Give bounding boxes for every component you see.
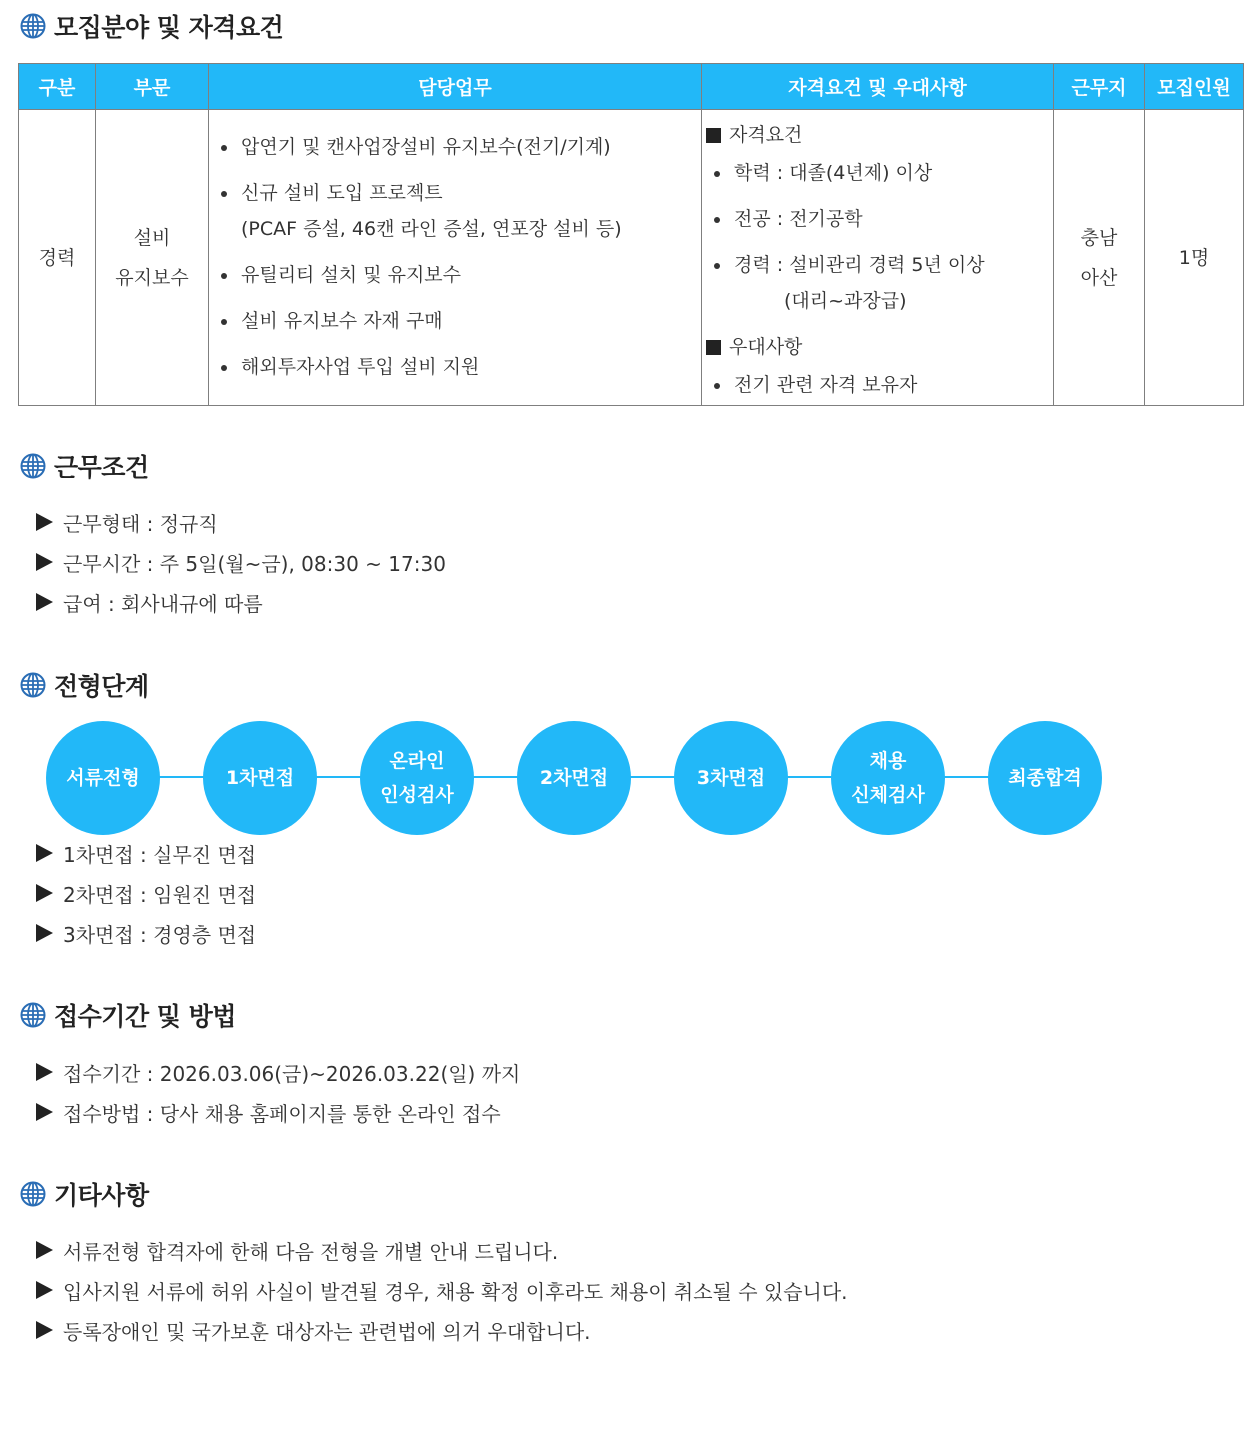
table-row <box>19 110 1244 406</box>
triangle-right-icon <box>36 1321 53 1339</box>
header-dept: 부문 <box>96 64 209 110</box>
globe-icon <box>20 13 46 39</box>
triangle-right-icon <box>36 593 53 611</box>
cell-headcount: 1명 <box>1145 110 1244 406</box>
black-square-icon <box>706 340 721 355</box>
header-location: 근무지 <box>1054 64 1145 110</box>
step-circle: 2차면접 <box>517 721 631 835</box>
list-item: 해외투자사업 투입 설비 지원 <box>219 348 701 386</box>
step-circle: 채용 신체검사 <box>831 721 945 835</box>
list-item: 근무형태 : 정규직 <box>36 502 446 542</box>
step-circle: 3차면접 <box>674 721 788 835</box>
cell-type: 경력 <box>19 110 96 406</box>
list-item: 학력 : 대졸(4년제) 이상 <box>712 154 1053 192</box>
triangle-right-icon <box>36 1103 53 1121</box>
cell-location: 충남 아산 <box>1054 110 1145 406</box>
header-headcount: 모집인원 <box>1145 64 1244 110</box>
conditions-list <box>36 502 446 622</box>
section-title-etc <box>20 1177 149 1211</box>
section-heading: 기타사항 <box>54 1181 149 1210</box>
list-item: 1차면접 : 실무진 면접 <box>36 833 256 873</box>
list-item: 근무시간 : 주 5일(월~금), 08:30 ~ 17:30 <box>36 542 446 582</box>
globe-icon <box>20 672 46 698</box>
list-item: 전공 : 전기공학 <box>712 200 1053 238</box>
list-item: 서류전형 합격자에 한해 다음 전형을 개별 안내 드립니다. <box>36 1230 848 1270</box>
cell-duties <box>209 110 702 406</box>
section-heading: 근무조건 <box>54 453 149 482</box>
triangle-right-icon <box>36 1241 53 1259</box>
header-duties: 담당업무 <box>209 64 702 110</box>
section-title-apply <box>20 998 236 1032</box>
section-heading: 모집분야 및 자격요건 <box>54 13 284 42</box>
step-circle: 최종합격 <box>988 721 1102 835</box>
process-steps <box>46 721 1106 835</box>
globe-icon <box>20 1181 46 1207</box>
step-circle: 온라인 인성검사 <box>360 721 474 835</box>
globe-icon <box>20 1002 46 1028</box>
dept-line: 설비 <box>133 226 171 249</box>
triangle-right-icon <box>36 1281 53 1299</box>
triangle-right-icon <box>36 553 53 571</box>
pref-heading: 우대사항 <box>706 328 1053 366</box>
dept-line: 유지보수 <box>115 266 189 289</box>
triangle-right-icon <box>36 924 53 942</box>
list-item: 유틸리티 설치 및 유지보수 <box>219 256 701 294</box>
step-circle: 서류전형 <box>46 721 160 835</box>
list-item: 3차면접 : 경영층 면접 <box>36 913 256 953</box>
list-item: 경력 : 설비관리 경력 5년 이상 (대리~과장급) <box>712 246 1053 320</box>
section-heading: 접수기간 및 방법 <box>54 1002 236 1031</box>
section-heading: 전형단계 <box>54 672 149 701</box>
etc-list <box>36 1230 848 1350</box>
qual-heading: 자격요건 <box>706 116 1053 154</box>
section-title-conditions <box>20 449 149 483</box>
list-item: 등록장애인 및 국가보훈 대상자는 관련법에 의거 우대합니다. <box>36 1310 848 1350</box>
header-type: 구분 <box>19 64 96 110</box>
section-title-recruit <box>20 9 283 43</box>
list-item: 설비 유지보수 자재 구매 <box>219 302 701 340</box>
section-title-process <box>20 668 149 702</box>
triangle-right-icon <box>36 513 53 531</box>
list-item: 신규 설비 도입 프로젝트 (PCAF 증설, 46캔 라인 증설, 연포장 설비 등) <box>219 174 701 248</box>
list-item: 접수방법 : 당사 채용 홈페이지를 통한 온라인 접수 <box>36 1092 520 1132</box>
header-qualifications: 자격요건 및 우대사항 <box>702 64 1054 110</box>
pref-list <box>706 366 1053 404</box>
list-item: 접수기간 : 2026.03.06(금)~2026.03.22(일) 까지 <box>36 1052 520 1092</box>
step-circle: 1차면접 <box>203 721 317 835</box>
triangle-right-icon <box>36 884 53 902</box>
triangle-right-icon <box>36 844 53 862</box>
list-item: 급여 : 회사내규에 따름 <box>36 582 446 622</box>
cell-dept <box>96 110 209 406</box>
qual-list <box>706 154 1053 320</box>
cell-qualifications <box>702 110 1054 406</box>
globe-icon <box>20 453 46 479</box>
list-item: 입사지원 서류에 허위 사실이 발견될 경우, 채용 확정 이후라도 채용이 취소될 수 있습니다. <box>36 1270 848 1310</box>
list-item: 압연기 및 캔사업장설비 유지보수(전기/기계) <box>219 128 701 166</box>
triangle-right-icon <box>36 1063 53 1081</box>
table-header-row <box>19 64 1244 110</box>
recruit-table <box>18 63 1244 406</box>
process-notes-list <box>36 833 256 953</box>
list-item: 전기 관련 자격 보유자 <box>712 366 1053 404</box>
duty-list <box>209 110 701 386</box>
list-item: 2차면접 : 임원진 면접 <box>36 873 256 913</box>
black-square-icon <box>706 128 721 143</box>
apply-list <box>36 1052 520 1132</box>
